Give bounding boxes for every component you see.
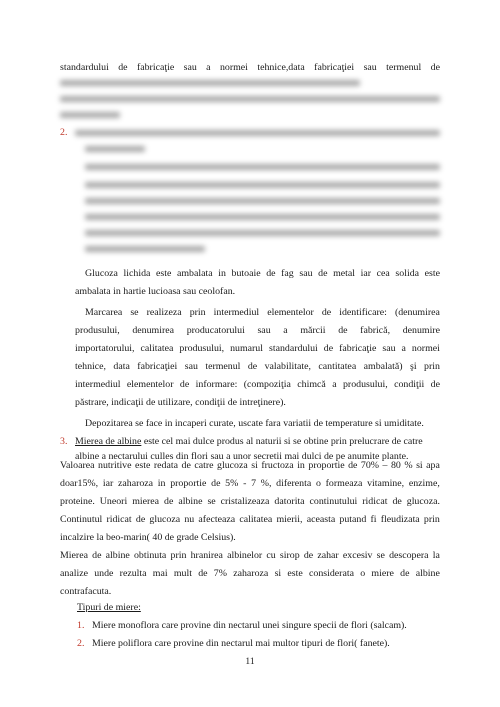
word: realizeza — [146, 307, 182, 318]
word: sirop — [279, 550, 300, 561]
text-line — [75, 361, 440, 373]
word: formeaza — [325, 478, 363, 489]
word: nu — [184, 514, 195, 525]
list-item: Miere poliflora care provine din nectarul mai multor tipuri de flori( fanete). — [92, 638, 390, 649]
text-line: ambalata in hartie lucioasa sau ceolofan. — [75, 286, 236, 297]
word: este — [424, 268, 440, 279]
word: considerata — [309, 568, 354, 579]
word: metal — [333, 268, 356, 279]
word: glucoza — [217, 460, 248, 471]
word: iar — [360, 268, 372, 279]
word: de — [181, 460, 191, 471]
text-line: păstrare, indicaţii de utilizare, condiţii de intreţinere). — [75, 397, 286, 408]
word: fabricaţiei — [314, 62, 355, 73]
word: aceasta — [306, 514, 336, 525]
word: a — [332, 379, 337, 390]
word: şi — [409, 361, 417, 372]
word: hranirea — [190, 550, 223, 561]
word: denumire — [402, 325, 440, 336]
word: normei — [411, 343, 440, 354]
word: produsului, — [342, 379, 388, 390]
word: calitatea — [140, 343, 174, 354]
text-line — [85, 268, 440, 280]
word: (denumirea — [394, 307, 440, 318]
word: Glucoza — [85, 268, 118, 279]
word: albine — [415, 568, 440, 579]
word: redata — [153, 460, 178, 471]
word: este — [287, 568, 303, 579]
word: se — [130, 307, 139, 318]
list-number: 3. — [60, 436, 68, 447]
word: cantitatea — [318, 361, 357, 372]
word: cea — [376, 268, 390, 279]
word: cristalizeaza — [220, 496, 270, 507]
list-number: 2. — [60, 127, 68, 138]
word: de — [338, 325, 348, 336]
word: proteine. — [60, 496, 95, 507]
word: fabrică, — [360, 325, 391, 336]
word: prin — [170, 550, 187, 561]
blurred-text — [85, 146, 145, 152]
word: de — [318, 268, 328, 279]
text-line — [60, 62, 440, 74]
word: zaharoza — [117, 478, 154, 489]
word: de — [198, 568, 208, 579]
word: mult — [173, 568, 192, 579]
word: o — [360, 568, 366, 579]
word: prin — [424, 361, 440, 372]
word: numarul — [230, 343, 263, 354]
word: enzime, — [408, 478, 440, 489]
word: 80 — [390, 460, 401, 471]
word: afecteaza — [198, 514, 236, 525]
word: catre — [194, 460, 214, 471]
word: sau — [299, 268, 313, 279]
word: se — [207, 496, 216, 507]
word: %, — [260, 478, 272, 489]
word: 5% — [225, 478, 239, 489]
word: de — [164, 496, 174, 507]
word: proportie — [308, 460, 345, 471]
word: analize — [60, 568, 88, 579]
blurred-text — [85, 214, 440, 220]
text-line: albine a nectarului culles din flori sau a unor secretii mai dulci de pe anumite plante. — [75, 451, 409, 462]
word: elementelor — [126, 379, 174, 390]
word: de — [118, 62, 128, 73]
word: a — [283, 325, 288, 336]
word: de — [348, 460, 358, 471]
word: informare: — [195, 379, 238, 390]
word: 7% — [213, 568, 227, 579]
section-title: Mierea de albine — [75, 436, 142, 447]
word: tehnice, — [75, 361, 106, 372]
text-line — [60, 460, 440, 472]
word: descopera — [389, 550, 429, 561]
word: de — [211, 478, 221, 489]
word: elementelor — [267, 307, 314, 318]
text-line — [60, 496, 440, 508]
word: de — [179, 379, 190, 390]
word: este — [156, 268, 172, 279]
word: datorita — [274, 496, 305, 507]
word: in — [218, 268, 226, 279]
word: fabricaţie — [136, 62, 175, 73]
word: Continutul — [60, 514, 103, 525]
word: sau — [257, 325, 271, 336]
word: rezulta — [119, 568, 147, 579]
word: mierii, — [276, 514, 303, 525]
word: continutului — [309, 496, 358, 507]
word: de — [321, 307, 332, 318]
word: putand — [339, 514, 367, 525]
word: apa — [426, 460, 440, 471]
word: de — [303, 550, 314, 561]
word: produsului, — [179, 343, 225, 354]
word: prin — [189, 307, 206, 318]
word: data — [113, 361, 130, 372]
word: zaharoza — [233, 568, 269, 579]
page-number: 11 — [245, 657, 255, 667]
word: nutritive — [98, 460, 132, 471]
word: producatorului — [186, 325, 245, 336]
word: standardului — [268, 343, 318, 354]
word: diferenta — [276, 478, 312, 489]
word: valabilitate, — [264, 361, 311, 372]
blurred-text — [85, 230, 440, 236]
word: fabricaţiei — [137, 361, 178, 372]
list-number: 1. — [77, 620, 85, 631]
word: Valoarea — [60, 460, 95, 471]
word: termenul — [386, 62, 422, 73]
word: si — [274, 568, 282, 579]
text-line — [60, 514, 440, 526]
word: este — [135, 460, 151, 471]
word: fleudizata — [380, 514, 420, 525]
word: de — [135, 514, 146, 525]
word: - — [243, 478, 247, 489]
word: excesiv — [342, 550, 373, 561]
word: unde — [94, 568, 114, 579]
word: a — [206, 62, 211, 73]
word: normei — [219, 62, 248, 73]
word: proportie — [170, 478, 207, 489]
word: si — [416, 460, 423, 471]
list-item: Miere monoflora care provine din nectarul unei singure specii de flori (salcam). — [92, 620, 407, 631]
word: calitatea — [239, 514, 273, 525]
word: mărcii — [300, 325, 326, 336]
word: ambalata — [176, 268, 213, 279]
word: fabricaţie — [339, 343, 377, 354]
word: 70% — [360, 460, 380, 471]
word: glucoza. — [406, 496, 440, 507]
word: % — [404, 460, 413, 471]
word: in — [157, 478, 166, 489]
word: ridicat — [362, 496, 388, 507]
word: glucoza — [149, 514, 181, 525]
text-line — [60, 568, 440, 580]
word: produsului, — [75, 325, 120, 336]
blurred-text — [60, 96, 440, 102]
word: fructoza — [261, 460, 294, 471]
word: sau — [183, 62, 197, 73]
word: sau — [382, 343, 396, 354]
blurred-text — [60, 80, 360, 86]
text-line — [85, 307, 440, 319]
word: (compoziţia — [243, 379, 291, 390]
word: termenul — [205, 361, 241, 372]
word: de — [266, 268, 276, 279]
text-line — [60, 550, 440, 562]
word: solida — [395, 268, 420, 279]
blurred-text — [85, 246, 205, 252]
word: intermediul — [213, 307, 260, 318]
word: miere — [371, 568, 394, 579]
text-line — [75, 379, 440, 391]
word: de — [392, 496, 402, 507]
blurred-text — [85, 182, 440, 188]
word: tehnice,data — [257, 62, 305, 73]
word: albine — [105, 550, 130, 561]
text-line — [60, 478, 440, 490]
word: – — [382, 460, 388, 471]
word: si — [251, 460, 258, 471]
blurred-text — [85, 198, 440, 204]
word: se — [376, 550, 385, 561]
word: lichida — [123, 268, 151, 279]
text-line — [75, 343, 440, 355]
word: in — [297, 460, 305, 471]
word: Mierea — [60, 550, 88, 561]
word: albine — [178, 496, 203, 507]
word: de — [400, 568, 410, 579]
word: fi — [370, 514, 377, 525]
text-fragment: este cel mai dulce produs al naturii si se obtine prin prelucrare de catre — [143, 436, 423, 447]
word: ambalată) — [363, 361, 403, 372]
word: zahar — [317, 550, 339, 561]
word: iar — [102, 478, 114, 489]
word: Uneori — [99, 496, 128, 507]
word: fag — [281, 268, 294, 279]
word: o — [315, 478, 321, 489]
word: 7 — [251, 478, 257, 489]
word: butoaie — [231, 268, 261, 279]
word: identificare: — [339, 307, 387, 318]
text-line — [75, 436, 440, 448]
subheading: Tipuri de miere: — [77, 602, 141, 613]
word: sau — [184, 361, 198, 372]
word: sau — [363, 62, 377, 73]
word: intermediul — [75, 379, 121, 390]
word: obtinuta — [133, 550, 167, 561]
word: de — [247, 361, 258, 372]
word: vitamine, — [367, 478, 405, 489]
word: condiţii — [394, 379, 425, 390]
word: a — [401, 343, 406, 354]
word: ridicat — [106, 514, 132, 525]
word: de — [430, 379, 440, 390]
word: mierea — [132, 496, 160, 507]
blurred-text — [85, 164, 440, 170]
text-line: Depozitarea se face in incaperi curate, uscate fara variatii de temperature si umiditate. — [85, 418, 424, 429]
word: la — [432, 550, 440, 561]
word: de — [323, 343, 334, 354]
word: standardului — [60, 62, 109, 73]
blurred-text — [60, 112, 120, 118]
word: de — [92, 550, 102, 561]
word: doar15%, — [60, 478, 99, 489]
word: Marcarea — [85, 307, 123, 318]
word: importatorului, — [75, 343, 135, 354]
word: mai — [152, 568, 168, 579]
text-line: incalzire la beo-marin( 40 de grade Celsius). — [60, 532, 236, 543]
text-line — [75, 325, 440, 337]
word: chimcă — [297, 379, 326, 390]
text-line: contrafacuta. — [60, 586, 112, 597]
word: cu — [266, 550, 276, 561]
word: prin — [423, 514, 440, 525]
list-number: 2. — [77, 638, 85, 649]
blurred-text — [75, 130, 440, 136]
word: de — [430, 62, 440, 73]
word: denumirea — [132, 325, 175, 336]
word: albinelor — [227, 550, 263, 561]
